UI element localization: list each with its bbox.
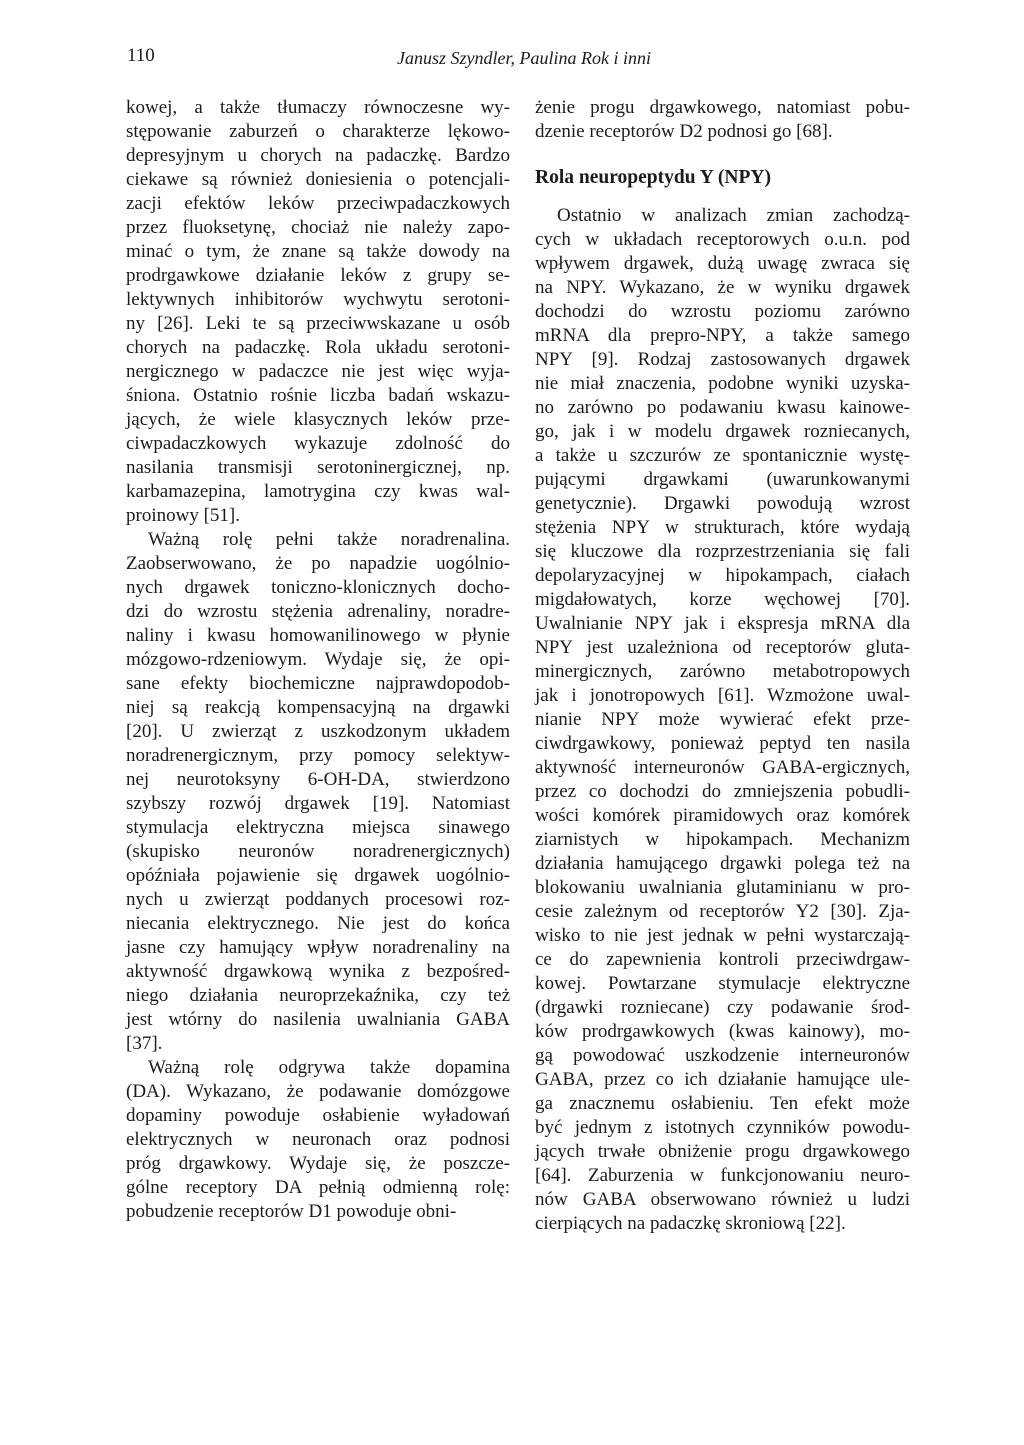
text-line: dzenie receptorów D2 podnosi go [68].: [535, 121, 833, 142]
text-line: GABA, przez co ich działanie hamujące ule-: [535, 1069, 910, 1090]
right-column: [535, 96, 910, 1236]
text-line: opóźniała pojawienie się drgawek uogólnio-: [126, 865, 510, 886]
text-line: elektrycznych w neuronach oraz podnosi: [126, 1129, 510, 1150]
text-line: aktywność interneuronów GABA-ergicznych,: [535, 757, 910, 778]
text-line: śniona. Ostatnio rośnie liczba badań wskazu-: [126, 385, 510, 406]
text-line: mRNA dla prepro-NPY, a także samego: [535, 325, 910, 346]
text-line: cesie zależnym od receptorów Y2 [30]. Zja-: [535, 901, 910, 922]
text-line: (drgawki rozniecane) czy podawanie środ-: [535, 997, 910, 1018]
text-line: na NPY. Wykazano, że w wyniku drgawek: [535, 277, 910, 298]
section-heading: Rola neuropeptydu Y (NPY): [535, 167, 771, 188]
text-line: nów GABA obserwowano również u ludzi: [535, 1189, 910, 1210]
text-line: kowej, a także tłumaczy równoczesne wy-: [126, 97, 510, 118]
text-line: Zaobserwowano, że po napadzie uogólnio-: [126, 553, 510, 574]
text-line: gą powodować uszkodzenie interneuronów: [535, 1045, 910, 1066]
text-line: nie miał znaczenia, podobne wyniki uzyska-: [535, 373, 910, 394]
text-line: (skupisko neuronów noradrenergicznych): [126, 841, 510, 862]
text-line: ciwdrgawkowy, ponieważ peptyd ten nasila: [535, 733, 910, 754]
text-line: stępowanie zaburzeń o charakterze lękowo-: [126, 121, 510, 142]
right-column-intro: [535, 96, 910, 144]
text-line: karbamazepina, lamotrygina czy kwas wal-: [126, 481, 510, 502]
text-line: jących, że wiele klasycznych leków prze-: [126, 409, 510, 430]
text-line: depresyjnym u chorych na padaczkę. Bardzo: [126, 145, 510, 166]
text-line: genetycznie). Drgawki powodują wzrost: [535, 493, 910, 514]
text-line: ków prodrgawkowych (kwas kainowy), mo-: [535, 1021, 910, 1042]
text-line: ga znacznemu osłabieniu. Ten efekt może: [535, 1093, 910, 1114]
text-line: migdałowatych, korze węchowej [70].: [535, 589, 910, 610]
text-line: dopaminy powoduje osłabienie wyładowań: [126, 1105, 510, 1126]
text-line: ciekawe są również doniesienia o potencjali-: [126, 169, 510, 190]
text-line: a także u szczurów ze spontanicznie wystę-: [535, 445, 910, 466]
text-line: działania hamującego drgawki polega też na: [535, 853, 910, 874]
text-line: niecania elektrycznego. Nie jest do końca: [126, 913, 510, 934]
text-line: wisko to nie jest jednak w pełni wystarczają-: [535, 925, 910, 946]
text-line: wpływem drgawek, dużą uwagę zwraca się: [535, 253, 910, 274]
text-line: nergicznego w padaczce nie jest więc wyja-: [126, 361, 510, 382]
text-line: noradrenergicznym, przy pomocy selektyw-: [126, 745, 510, 766]
text-line: Ważną rolę odgrywa także dopamina: [148, 1057, 510, 1078]
page-number: 110: [127, 45, 155, 66]
right-column-body: [535, 204, 910, 1236]
text-line: nej neurotoksyny 6-OH-DA, stwierdzono: [126, 769, 510, 790]
text-line: ce do zapewnienia kontroli przeciwdrgaw-: [535, 949, 910, 970]
text-line: NPY jest uzależniona od receptorów gluta-: [535, 637, 910, 658]
text-line: NPY [9]. Rodzaj zastosowanych drgawek: [535, 349, 910, 370]
text-line: jest wtórny do nasilenia uwalniania GABA: [126, 1009, 510, 1030]
text-line: nasilania transmisji serotoninergicznej, np.: [126, 457, 510, 478]
text-line: cierpiących na padaczkę skroniową [22].: [535, 1213, 846, 1234]
text-line: [64]. Zaburzenia w funkcjonowaniu neuro-: [535, 1165, 910, 1186]
text-line: stężenia NPY w strukturach, które wydają: [535, 517, 910, 538]
text-line: szybszy rozwój drgawek [19]. Natomiast: [126, 793, 510, 814]
text-line: prodrgawkowe działanie leków z grupy se-: [126, 265, 510, 286]
text-line: blokowaniu uwalniania glutaminianu w pro-: [535, 877, 910, 898]
text-line: [37].: [126, 1033, 163, 1054]
text-line: żenie progu drgawkowego, natomiast pobu-: [535, 97, 910, 118]
text-line: [20]. U zwierząt z uszkodzonym układem: [126, 721, 510, 742]
text-line: (DA). Wykazano, że podawanie domózgowe: [126, 1081, 510, 1102]
text-line: chorych na padaczkę. Rola układu serotoni-: [126, 337, 510, 358]
text-line: aktywność drgawkową wynika z bezpośred-: [126, 961, 510, 982]
running-head: Janusz Szyndler, Paulina Rok i inni: [397, 48, 651, 68]
text-line: pobudzenie receptorów D1 powoduje obni-: [126, 1201, 457, 1222]
text-line: wości komórek piramidowych oraz komórek: [535, 805, 910, 826]
left-column: [126, 96, 510, 1224]
text-line: go, jak i w modelu drgawek rozniecanych,: [535, 421, 910, 442]
text-line: kowej. Powtarzane stymulacje elektryczne: [535, 973, 910, 994]
text-line: nianie NPY może wywierać efekt prze-: [535, 709, 910, 730]
text-line: minać o tym, że znane są także dowody na: [126, 241, 510, 262]
text-line: pującymi drgawkami (uwarunkowanymi: [535, 469, 910, 490]
text-line: nych drgawek toniczno-klonicznych docho-: [126, 577, 510, 598]
text-line: ziarnistych w hipokampach. Mechanizm: [535, 829, 910, 850]
text-line: Ostatnio w analizach zmian zachodzą-: [557, 205, 910, 226]
text-line: Ważną rolę pełni także noradrenalina.: [148, 529, 510, 550]
text-line: próg drgawkowy. Wydaje się, że poszcze-: [126, 1153, 510, 1174]
text-line: minergicznych, zarówno metabotropowych: [535, 661, 910, 682]
text-line: niego działania neuroprzekaźnika, czy też: [126, 985, 510, 1006]
text-line: Uwalnianie NPY jak i ekspresja mRNA dla: [535, 613, 910, 634]
text-line: ny [26]. Leki te są przeciwwskazane u osób: [126, 313, 510, 334]
text-line: sane efekty biochemiczne najprawdopodob-: [126, 673, 510, 694]
text-line: przez fluoksetynę, chociaż nie należy zapo-: [126, 217, 510, 238]
text-line: zacji efektów leków przeciwpadaczkowych: [126, 193, 510, 214]
text-line: być jednym z istotnych czynników powodu-: [535, 1117, 910, 1138]
text-line: lektywnych inhibitorów wychwytu serotoni-: [126, 289, 510, 310]
text-line: przez co dochodzi do zmniejszenia pobudli-: [535, 781, 910, 802]
text-line: dochodzi do wzrostu poziomu zarówno: [535, 301, 910, 322]
text-line: no zarówno po podawaniu kwasu kainowe-: [535, 397, 910, 418]
text-line: jasne czy hamujący wpływ noradrenaliny na: [126, 937, 510, 958]
text-line: jak i jonotropowych [61]. Wzmożone uwal-: [535, 685, 910, 706]
text-line: dzi do wzrostu stężenia adrenaliny, noradre-: [126, 601, 510, 622]
text-line: nych u zwierząt poddanych procesowi roz-: [126, 889, 510, 910]
text-line: ciwpadaczkowych wykazuje zdolność do: [126, 433, 510, 454]
text-line: proinowy [51].: [126, 505, 240, 526]
text-line: jących trwałe obniżenie progu drgawkowego: [535, 1141, 910, 1162]
text-line: niej są reakcją kompensacyjną na drgawki: [126, 697, 510, 718]
text-line: mózgowo-rdzeniowym. Wydaje się, że opi-: [126, 649, 510, 670]
text-line: gólne receptory DA pełnią odmienną rolę:: [126, 1177, 510, 1198]
text-line: depolaryzacyjnej w hipokampach, ciałach: [535, 565, 910, 586]
text-line: się kluczowe dla rozprzestrzeniania się fali: [535, 541, 910, 562]
text-line: naliny i kwasu homowanilinowego w płynie: [126, 625, 510, 646]
text-line: cych w układach receptorowych o.u.n. pod: [535, 229, 910, 250]
text-line: stymulacja elektryczna miejsca sinawego: [126, 817, 510, 838]
